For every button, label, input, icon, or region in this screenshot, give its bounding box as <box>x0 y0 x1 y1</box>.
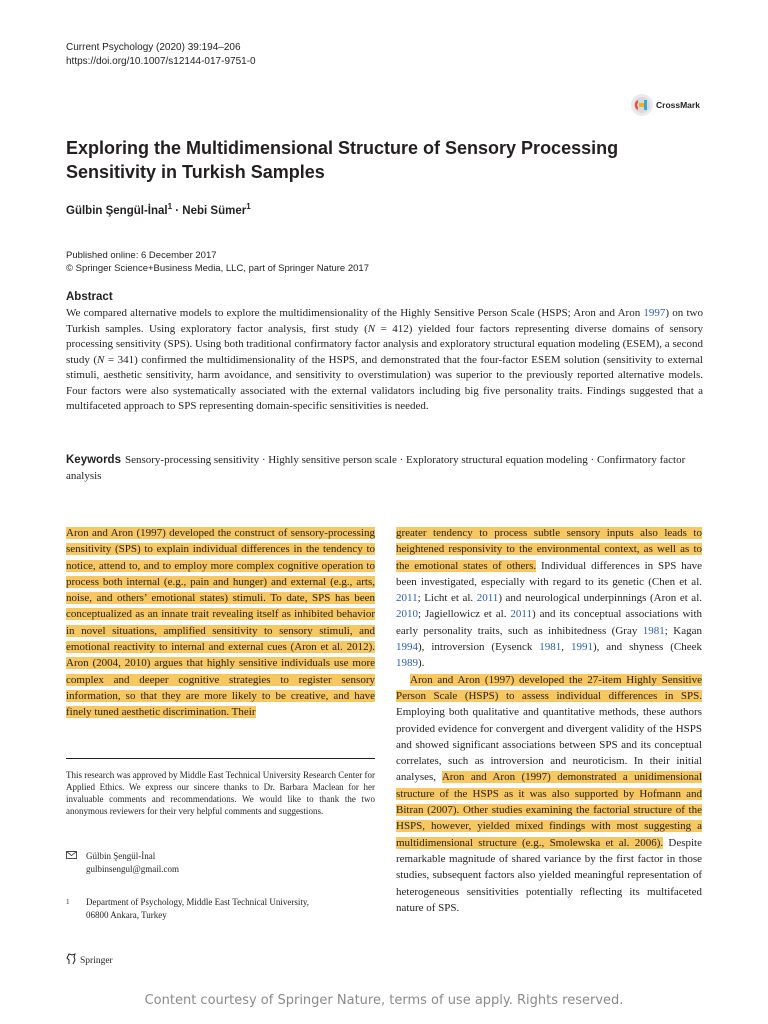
body-text: ), introversion (Eysenck <box>418 641 540 654</box>
springer-horse-icon <box>66 953 77 968</box>
abstract-heading: Abstract <box>66 291 113 303</box>
author-name[interactable]: Nebi Sümer <box>182 204 247 217</box>
body-text: Employing both qualitative and quantitative methods, these authors provided evidence for convergent and divergent validity of the HSPS and showed significant associations between SPS and its conceptual correlates, such as introversion and neuroticism. In their initial analyses, <box>396 706 702 784</box>
contact-name: Gülbin Şengül-İnal <box>86 851 156 861</box>
citation-link[interactable]: 2011 <box>510 608 533 621</box>
body-column-right <box>396 525 702 916</box>
publisher-name: Springer <box>80 955 113 966</box>
body-text: ; Kagan <box>664 624 702 637</box>
journal-info <box>66 41 256 69</box>
affiliation <box>66 896 309 922</box>
journal-citation: Current Psychology (2020) 39:194–206 <box>66 42 241 53</box>
corresponding-author <box>66 850 179 876</box>
citation-link[interactable]: 1997 <box>643 307 666 319</box>
abstract-span: We compared alternative models to explore the multidimensionality of the Highly Sensitive Person Scale (HSPS; Aron and Aron <box>66 307 644 319</box>
body-text: ; Licht et al. <box>417 592 477 605</box>
publication-info <box>66 249 369 275</box>
body-text: ). <box>418 657 425 670</box>
citation-link[interactable]: 1991 <box>570 641 593 654</box>
affiliation-line: 06800 Ankara, Turkey <box>86 910 167 920</box>
highlighted-text: Aron and Aron (1997) demonstrated a unidimensional structure of the HSPS as it was also supported by Hofmann and Bitran (2007). Other studies examining the factorial structure of the HSPS, however, yielded mixed findings with most suggesting a multidimensional structure (e.g., Smolewska et al. 2006). <box>396 771 702 849</box>
body-text: ) and neurological underpinnings (Aron et al. <box>498 592 702 605</box>
crossmark-label: CrossMark <box>656 100 700 110</box>
body-column-left <box>66 525 375 721</box>
keywords-text: Sensory-processing sensitivity · Highly sensitive person scale · Exploratory structural equation modeling · Confirmatory factor analysis <box>66 454 686 482</box>
abstract-span: = 412) yielded four factors representing diverse domains of sensory processing sensitivity (SPS). Using both traditional confirmatory factor analysis and exploratory structural equation modeling (ESEM), a second study ( <box>66 322 703 366</box>
body-text: ), and shyness (Cheek <box>592 641 702 654</box>
citation-link[interactable]: 2010 <box>396 608 418 621</box>
body-text: , <box>561 641 571 654</box>
highlighted-text: greater tendency to process subtle sensory inputs also leads to heightened responsivity to the environmental context, as well as to the emotional states of others. <box>396 527 702 572</box>
contact-email[interactable]: gulbinsengul@gmail.com <box>86 864 180 874</box>
affiliation-number: 1 <box>66 898 70 906</box>
citation-link[interactable]: 2011 <box>396 592 418 605</box>
body-text: Despite remarkable magnitude of shared variance by the first factor in those studies, subsequent factors also yielded meaningful representation of heterogeneous sensitivities potentially reflecting its multifaceted nature of SPS. <box>396 836 702 914</box>
highlighted-text: Aron and Aron (1997) developed the construct of sensory-processing sensitivity (SPS) to explain individual differences in the tendency to notice, attend to, and to employ more complex cognitive operation to process both internal (e.g., pain and hunger) and external (e.g., arts, noise, and others’ emotional states) stimuli. To date, SPS has been conceptualized as an innate trait revealing itself as inhibited behavior in novel situations, amplified sensitivity to sensory stimuli, and emotional reactivity to internal and external cues (Aron et al. 2012). Aron (2004, 2010) argues that highly sensitive individuals use more complex and deeper cognitive strategies to register sensory information, so that they are more likely to be creative, and have finely tuned aesthetic discrimination. Their <box>66 527 375 719</box>
affiliation-line: Department of Psychology, Middle East Technical University, <box>86 897 309 907</box>
highlighted-text: Aron and Aron (1997) developed the 27-item Highly Sensitive Person Scale (HSPS) to assess individual differences in SPS. <box>396 673 702 702</box>
acknowledgement-note: This research was approved by Middle East Technical University Research Center for Applied Ethics. We express our sincere thanks to Dr. Barbara Maclean for her invaluable comments and recommendations. We would like to thank the two anonymous reviewers for their very helpful comments and suggestions. <box>66 770 375 816</box>
abstract-text <box>66 306 703 415</box>
crossmark-icon <box>631 94 653 116</box>
citation-link[interactable]: 2011 <box>476 592 499 605</box>
affiliation-marker: 1 <box>246 202 251 211</box>
published-date: Published online: 6 December 2017 <box>66 250 217 261</box>
body-text: ; Jagiellowicz et al. <box>418 608 511 621</box>
envelope-icon <box>66 850 78 876</box>
sample-size-symbol: N <box>97 353 105 366</box>
courtesy-notice: Content courtesy of Springer Nature, terms of use apply. Rights reserved. <box>144 993 624 1008</box>
abstract-span: = 341) confirmed the multidimensionality of the HSPS, and demonstrated that the four-factor ESEM solution (sensitivity to external stimuli, aesthetic sensitivity, harm avoidance, and sensitivity to overstimulation) was superior to the previously reported alternative models. Four factors were also systematically associated with the external validators including big five personality traits. Findings suggested that a multifaceted approach to SPS representing domain-specific sensitivities is needed. <box>66 353 703 412</box>
doi-link[interactable]: https://doi.org/10.1007/s12144-017-9751-0 <box>66 56 256 67</box>
affiliation-marker: 1 <box>167 202 173 211</box>
author-name[interactable]: Gülbin Şengül-İnal <box>66 204 168 217</box>
body-text: Individual differences in SPS have been investigated, especially with regard to its genetic (Chen et al. <box>396 559 702 588</box>
publisher-logo <box>66 953 113 968</box>
abstract-span: ) on two Turkish samples. Using exploratory factor analysis, first study ( <box>66 307 703 335</box>
keywords <box>66 452 706 484</box>
citation-link[interactable]: 1989 <box>396 657 418 670</box>
sample-size-symbol: N <box>367 322 376 335</box>
crossmark-badge[interactable] <box>631 94 700 116</box>
body-text: ) and its conceptual associations with early personality traits, such as inhibitedness (Gray <box>396 608 702 637</box>
citation-link[interactable]: 1981 <box>642 624 665 637</box>
keywords-heading: Keywords <box>66 454 121 466</box>
author-separator: · <box>172 204 183 217</box>
paper-title: Exploring the Multidimensional Structure of Sensory Processing Sensitivity in Turkish Samples <box>66 138 619 182</box>
citation-link[interactable]: 1994 <box>396 641 418 654</box>
author-list <box>66 202 251 217</box>
citation-link[interactable]: 1981 <box>539 641 562 654</box>
copyright-line: © Springer Science+Business Media, LLC, part of Springer Nature 2017 <box>66 263 369 274</box>
footnote-divider <box>66 758 375 759</box>
